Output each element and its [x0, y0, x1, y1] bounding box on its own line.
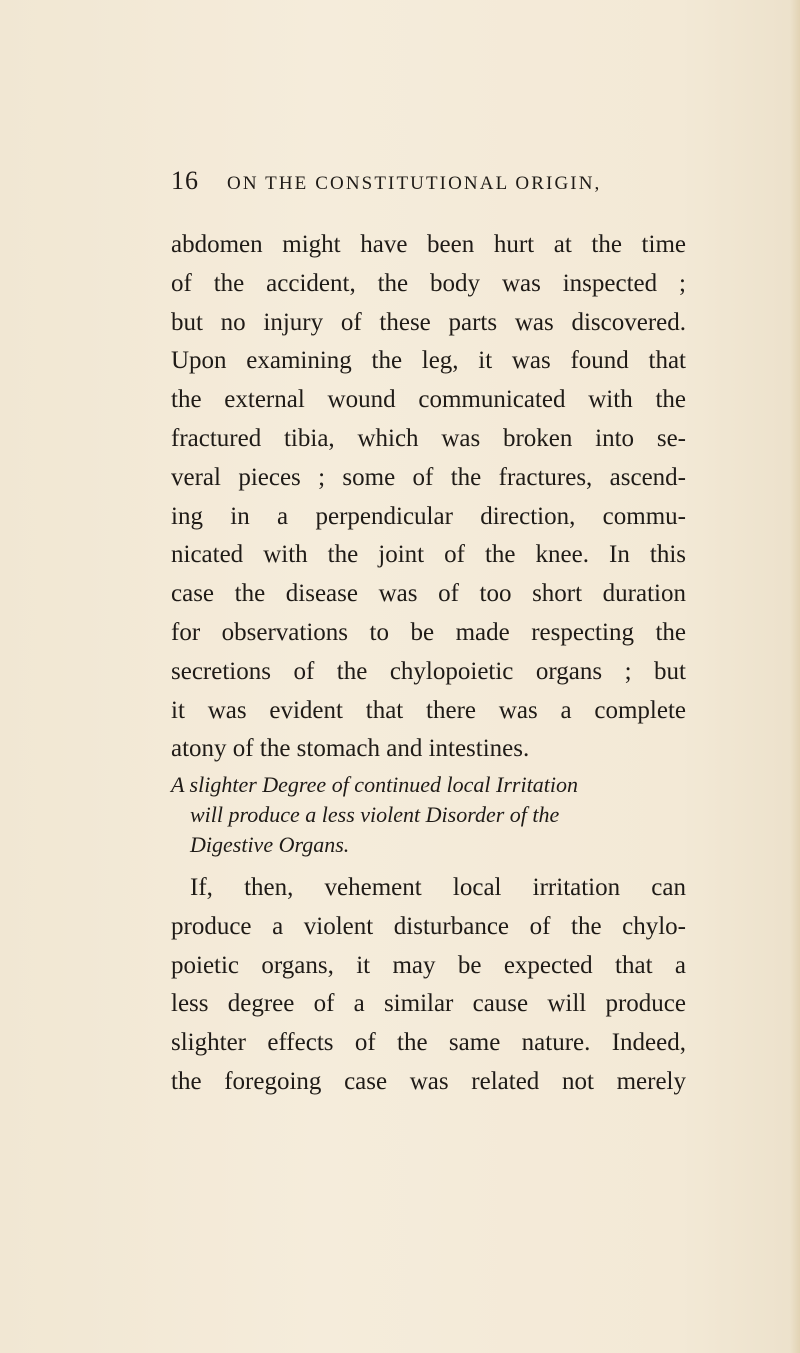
- paragraph-1: [171, 226, 686, 769]
- text-line: veral pieces ; some of the fractures, ascend-: [171, 463, 686, 491]
- text-line: but no injury of these parts was discovered.: [171, 308, 686, 336]
- text-line: Upon examining the leg, it was found that: [171, 347, 686, 375]
- text-line: case the disease was of too short duration: [171, 580, 686, 608]
- text-line: of the accident, the body was inspected ;: [171, 269, 686, 297]
- text-line: secretions of the chylopoietic organs ; but: [171, 657, 686, 685]
- text-line: atony of the stomach and intestines.: [171, 735, 530, 763]
- heading-line: Digestive Organs.: [190, 832, 350, 857]
- page-header: [171, 166, 691, 202]
- paragraph-2: [171, 869, 686, 1102]
- text-line: the external wound communicated with the: [171, 386, 686, 414]
- text-line: poietic organs, it may be expected that a: [171, 951, 686, 979]
- heading-line: A slighter Degree of continued local Irritation: [171, 772, 578, 797]
- text-line: ing in a perpendicular direction, commu-: [171, 502, 686, 530]
- page-edge-shadow: [790, 0, 800, 1353]
- text-line: slighter effects of the same nature. Indeed,: [171, 1029, 686, 1057]
- heading-line: will produce a less violent Disorder of the: [190, 802, 560, 827]
- page-number: 16: [171, 166, 199, 195]
- text-line: If, then, vehement local irritation can: [190, 874, 686, 901]
- text-line: nicated with the joint of the knee. In this: [171, 541, 686, 569]
- text-line: for observations to be made respecting the: [171, 618, 686, 646]
- text-line: produce a violent disturbance of the chylo-: [171, 912, 686, 940]
- text-line: fractured tibia, which was broken into se-: [171, 424, 686, 452]
- section-heading: [171, 770, 691, 860]
- running-head: ON THE CONSTITUTIONAL ORIGIN,: [227, 173, 602, 194]
- text-line: it was evident that there was a complete: [171, 696, 686, 724]
- text-line: less degree of a similar cause will produce: [171, 990, 686, 1018]
- text-line: abdomen might have been hurt at the time: [171, 231, 686, 258]
- text-line: the foregoing case was related not merely: [171, 1067, 686, 1095]
